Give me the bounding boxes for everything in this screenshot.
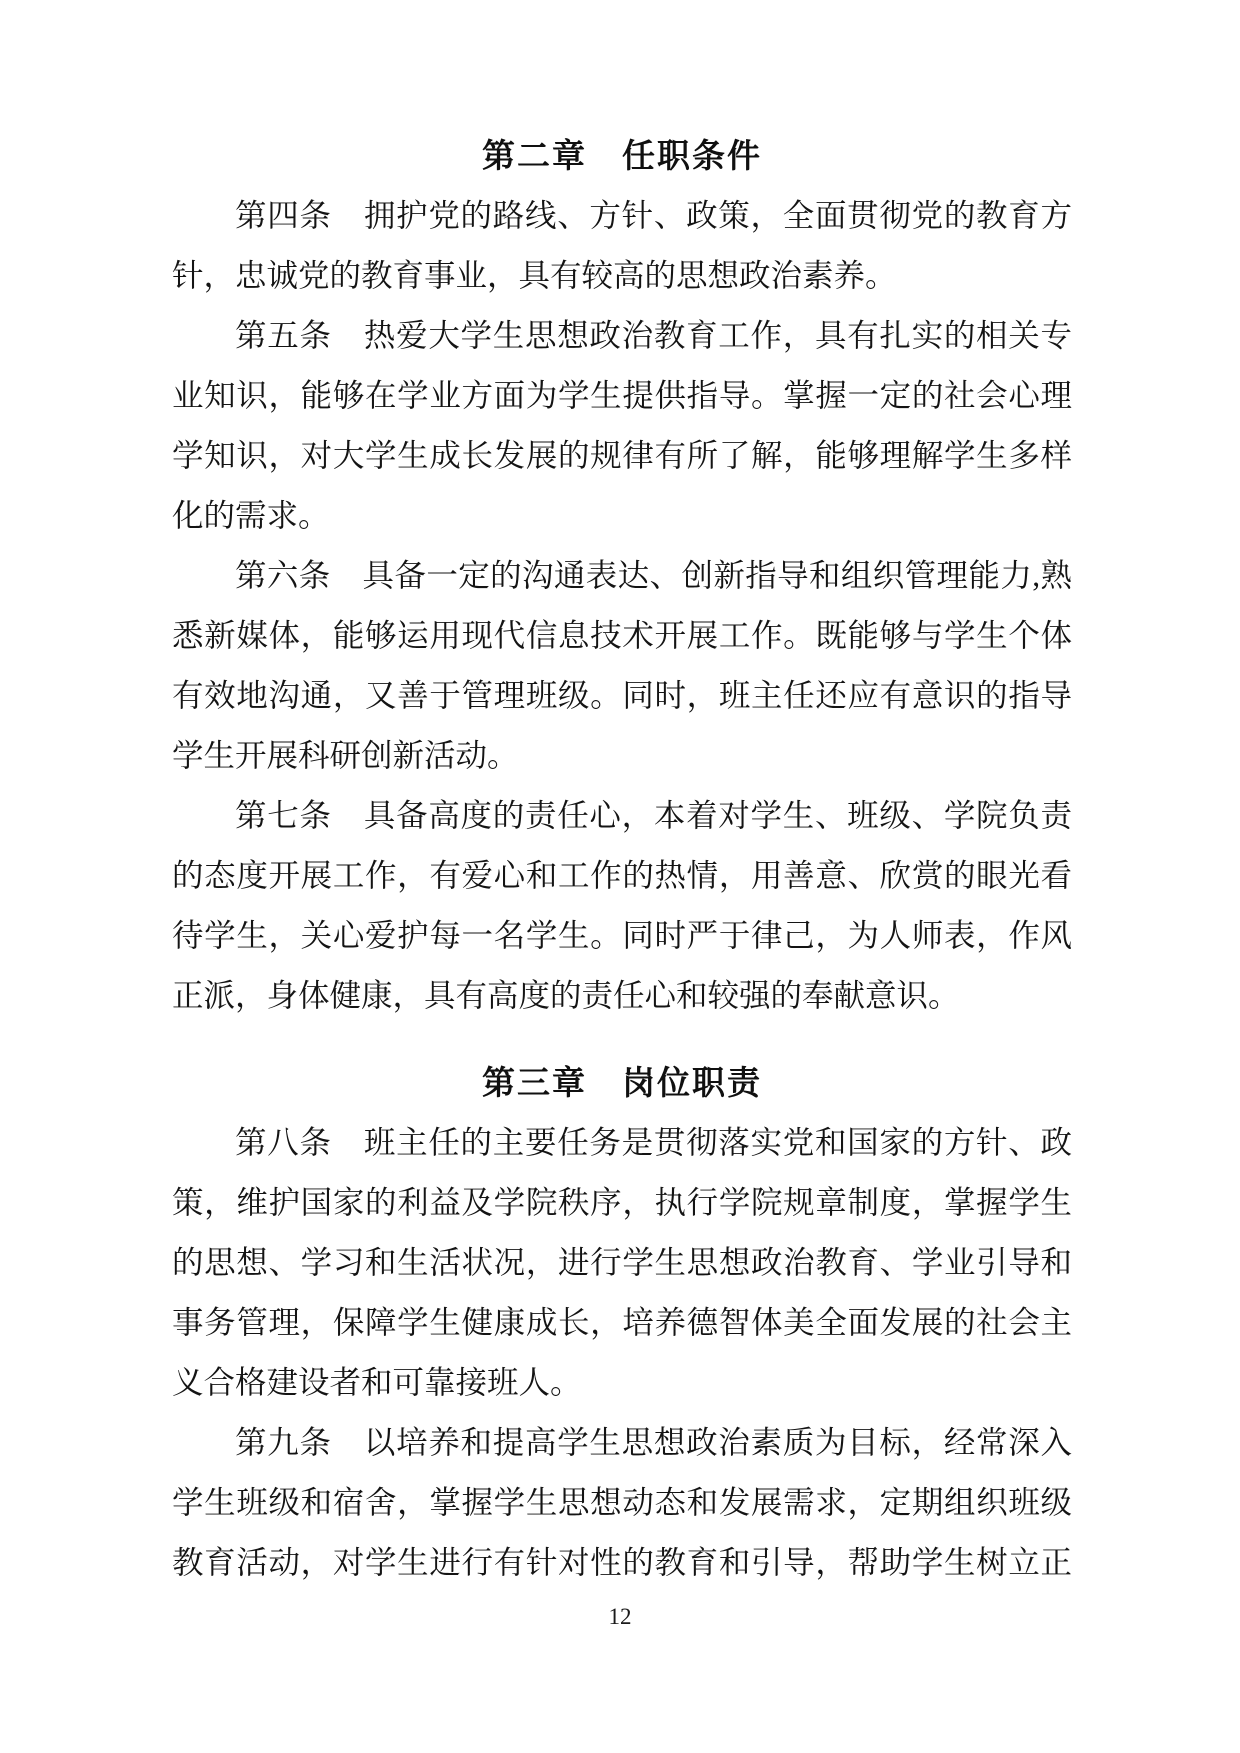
- text-line: 第四条 拥护党的路线、方针、政策，全面贯彻党的教育方: [235, 198, 1072, 233]
- text-line: 悉新媒体，能够运用现代信息技术开展工作。既能够与学生个体: [172, 618, 1072, 653]
- text-line: 第六条 具备一定的沟通表达、创新指导和组织管理能力,熟: [235, 558, 1072, 593]
- text-line: 义合格建设者和可靠接班人。: [172, 1365, 582, 1400]
- document-content: [172, 126, 1072, 1593]
- text-line: 第七条 具备高度的责任心，本着对学生、班级、学院负责: [235, 798, 1072, 833]
- text-line: 学知识，对大学生成长发展的规律有所了解，能够理解学生多样: [172, 438, 1072, 473]
- text-line: 教育活动，对学生进行有针对性的教育和引导，帮助学生树立正: [172, 1545, 1072, 1580]
- page-number: 12: [608, 1604, 632, 1629]
- chapter-heading: 第三章 岗位职责: [482, 1064, 762, 1101]
- paragraph: [172, 306, 1072, 546]
- text-line: 学生班级和宿舍，掌握学生思想动态和发展需求，定期组织班级: [172, 1485, 1072, 1520]
- text-line: 的态度开展工作，有爱心和工作的热情，用善意、欣赏的眼光看: [172, 858, 1072, 893]
- text-line: 策，维护国家的利益及学院秩序，执行学院规章制度，掌握学生: [172, 1185, 1072, 1220]
- text-line: 针，忠诚党的教育事业，具有较高的思想政治素养。: [172, 258, 897, 293]
- text-line: 事务管理，保障学生健康成长，培养德智体美全面发展的社会主: [172, 1305, 1072, 1340]
- paragraph: [172, 786, 1072, 1026]
- text-line: 待学生，关心爱护每一名学生。同时严于律己，为人师表，作风: [172, 918, 1072, 953]
- text-line: 正派，身体健康，具有高度的责任心和较强的奉献意识。: [172, 978, 960, 1013]
- chapter-heading: 第二章 任职条件: [482, 137, 762, 174]
- text-line: 的思想、学习和生活状况，进行学生思想政治教育、学业引导和: [172, 1245, 1072, 1280]
- paragraph: [172, 1413, 1072, 1593]
- text-line: 化的需求。: [172, 498, 330, 533]
- paragraph: [172, 186, 1072, 306]
- text-line: 有效地沟通，又善于管理班级。同时，班主任还应有意识的指导: [172, 678, 1072, 713]
- paragraph: [172, 1113, 1072, 1413]
- paragraph: [172, 546, 1072, 786]
- text-line: 业知识，能够在学业方面为学生提供指导。掌握一定的社会心理: [172, 378, 1072, 413]
- text-line: 第九条 以培养和提高学生思想政治素质为目标，经常深入: [235, 1425, 1072, 1460]
- text-line: 第八条 班主任的主要任务是贯彻落实党和国家的方针、政: [235, 1125, 1072, 1160]
- text-line: 第五条 热爱大学生思想政治教育工作，具有扎实的相关专: [235, 318, 1072, 353]
- text-line: 学生开展科研创新活动。: [172, 738, 519, 773]
